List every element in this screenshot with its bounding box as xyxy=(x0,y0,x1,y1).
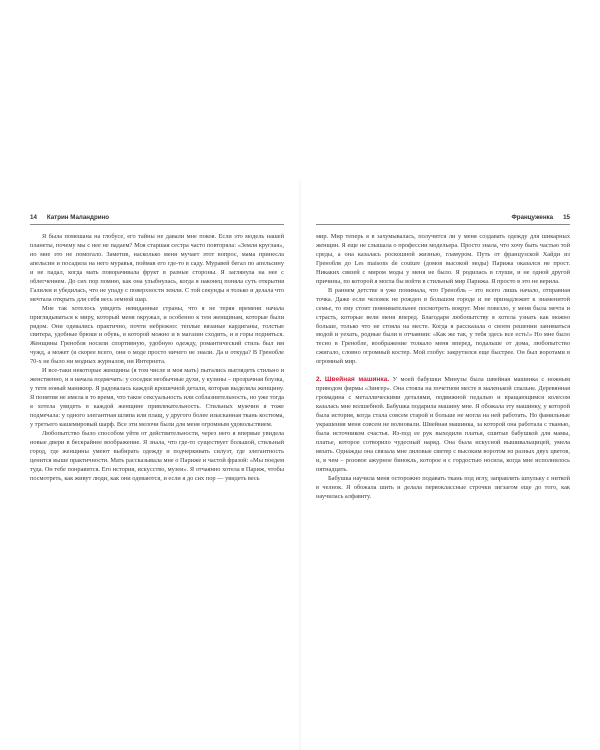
section-heading-paragraph xyxy=(316,376,570,474)
right-paragraph: Бабушка научила меня осторожно подавать ткань под иглу, заправлять шпульку с ниткой в челнок. Я обожала шить и делала первоклассные строчки зигзагом еще до того, как научилась алфавиту. xyxy=(316,474,570,500)
left-paragraph: Я была помешана на глобусе, его тайны не давали мне покоя. Если это модель нашей планеты, почему мы с нее не падаем? Моя старшая сестра часто повторяла: «Земля круглая», но мне это не помогало. Заметив, насколько меня мучает этот вопрос, мама принесла апельсин и посадила на него муравья, поймав его где-то в саду. Муравей бегал по апельсину и не падал, когда мать поворачивала фрукт в разные стороны. Я заглянула на нее с облегчением. До сих пор помню, как она улыбнулась, когда я наконец поняла суть открытия Галилея и убедилась, что не упаду с поверхности земли. С той секунды я только и делала что мечтала открыть для себя весь земной шар. xyxy=(30,233,284,303)
left-running-head xyxy=(30,211,284,225)
right-body-text xyxy=(316,233,570,502)
right-section-title: Француженка xyxy=(511,213,554,221)
left-page-number: 14 xyxy=(30,213,37,221)
section-heading-number: 2. xyxy=(316,376,322,384)
page-gutter xyxy=(298,180,302,750)
section-lead-text: У моей бабушки Минузы была швейная машинка с ножным приводом фирмы «Зингер». Она стояла на почетном месте в маленькой спальне. Деревянная громадина с металлическими деталями, подвижной педалью и вращающимся колесом казалась мне волшебной. Бабушка подарила машину мне. Я обожала эту машинку, у которой была история, когда стала совсем старой и больше не могла на ней работать. Но фамильные украшения меня совсем не волновали. Швейная машинка, за которой она работала с тканью, была источником счастья. Из-под ее рук выходили платья, сшитые бабушкой для мамы, платье, которое сотворило чудесный наряд. Она была искусной вышивальщицей, умела вязать. Однажды она связала мне лиловые свитер с высоким воротом из разных двух цветов, и, в чем – розовое ажурное бинокль, которое я с гордостью носила, когда мне исполнилось пятнадцать. xyxy=(316,376,570,473)
right-paragraph: В раннем детстве я уже понимала, что Гренобль – это всего лишь начало, отправная точка. Даже если человек не рожден в большом городе и не принадлежит к знаменитой семье, то ему стоит повнимательнее посмотреть вокруг. Мне повезло, у меня была мечта и страсть, которые вели меня вперед. Благодаря любопытству я хотела узнать как можно больше, только что не стояла на месте. Когда я рассказала о своем решении заниматься модой и уехать, родные были в отчаянии: «Как же так, у тебя здесь все есть!» Но мне было тесно в Гренобле, воображение толкало меня вперед, подальше от дома, любопытство сжигало, словно огромный костер. Мой глобус закрутился еще быстрее. Он был воротами в огромный мир. xyxy=(316,286,570,366)
right-paragraph: мир. Мир теперь я в захумывалась, получится ли у меня создавать одежду для шикарных женщин. Я еще не слышала о профессии модельера. Просто знала, что хочу быть частью той среды, а она казалась роскошной жизнью, гламуром. Путь от французской Хайди из Гренобля до Les maisons de couture (домов высокой моды) Парижа оказался не прост. Никаких связей с миром моды у меня не было. Я родилась в глуши, и не одной другой причины, по которой я могла бы войти в стильный мир Парижа. Я просто в это не верила. xyxy=(316,233,570,285)
right-running-head xyxy=(316,211,570,225)
left-paragraph: Мне так хотелось увидеть невиданные страны, что я не теряя времени начала приглядываться к миру, который меня окружал, и особенно к тем женщинам, которые были рядом. Они одевались практично, почти небрежно: теплые вязаные кардиганы, толстые свитера, удобные брюки и обувь, в которой можно и в магазин сходить, и в горы подняться. Женщины Гренобля носили спортивную, удобную одежду, романтический стиль был им чужд, а может (я скорее всего, они о моде просто ничего не знали. Да и откуда? В Гренобле 70-х не было ни модных журналов, ни Интернета. xyxy=(30,304,284,366)
left-paragraph: И все-таки некоторые женщины (я том числе и моя мать) пытались выглядеть стильно и женственно, и я начала подмечать: у соседки необычные духи, у кузины – прозрачная блузка, у тети новый маникюр. Я радовалась каждой крошечной детали, которая выделяла женщину. Я понятия не имела в то время, что такое сексуальность или соблазнительность, но уже тогда я хотела увидеть в каждой женщине привлекательность. Стильных мужчин я тоже подмечала: у одного элегантная шляпа или плащ, у другого более изысканная ткань костюма, у третьего кашемировый шарф. Все эти мелочи были для меня огромным удовольствием. xyxy=(30,367,284,429)
left-body-text xyxy=(30,233,284,484)
right-page xyxy=(316,211,570,731)
left-page-author: Катрин Маландрино xyxy=(46,213,110,221)
left-paragraph: Любопытство было способом уйти от действительности, через него я впервые увидела новые двери в бескрайнее воображение. Я знала, что где-то существует большой, стильный город, где женщины умеют выбирать одежду и подчеркивать силуэт, где элегантность ценится выше практичности. Мать рассказывала мне о Париже и частой фразой: «Мы поедем туда. Он тебе понравится. Его история, искусство, музеи». Я отчаянно хотела в Париж, чтобы посмотреть, как живут люди, как они одеваются, и если я до сих пор — увидеть весь xyxy=(30,429,284,482)
right-page-number: 15 xyxy=(563,213,570,221)
left-page xyxy=(30,211,284,731)
section-heading: Швейная машинка. xyxy=(324,376,390,384)
